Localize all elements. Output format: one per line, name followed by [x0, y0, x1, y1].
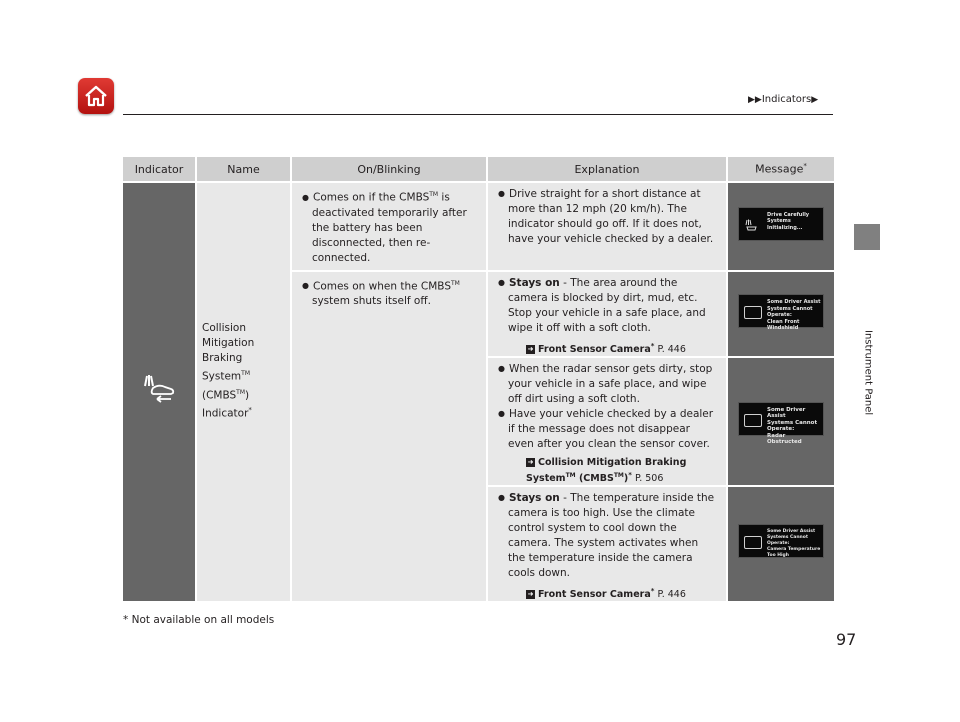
breadcrumb-arrows: ▶▶ [748, 95, 762, 105]
explanation-text: ● Have your vehicle checked by a dealer if the message does not disappear even after you clean the sensor cover. [488, 407, 726, 456]
indicator-name-cell [197, 183, 292, 603]
cmbs-message-icon [744, 219, 760, 230]
header-message: Message* [728, 157, 834, 183]
on-blinking-cell [292, 272, 488, 603]
section-tab[interactable] [854, 224, 880, 250]
message-text: Some Driver Assist Systems Cannot Operate: Camera Temperature Too High [767, 529, 821, 559]
breadcrumb-link[interactable]: Indicators [761, 94, 812, 105]
message-text: Some Driver Assist Systems Cannot Operate: Clean Front Windshield [767, 299, 821, 332]
page-reference[interactable]: ➜ Collision Mitigation Braking System™ (CMBS™)* P. 506 [526, 456, 687, 484]
section-label: Instrument Panel [862, 330, 874, 416]
header-explanation: Explanation [488, 157, 728, 183]
windshield-message-icon [744, 306, 762, 319]
explanation-cell [488, 487, 728, 603]
message-screen [738, 524, 824, 558]
explanation-cell [488, 183, 728, 272]
header-rule [123, 114, 833, 115]
message-cell [728, 487, 834, 603]
page-number: 97 [836, 630, 857, 649]
explanation-cell [488, 358, 728, 487]
table-header-row [123, 157, 834, 183]
reference-arrow-icon: ➜ [527, 589, 534, 598]
radar-message-icon [744, 414, 762, 427]
explanation-cell [488, 272, 728, 358]
explanation-text: ● Stays on - The temperature inside the camera is too high. Use the climate control system to cool down the camera. The system activates when the temperature inside the camera cools down. [488, 487, 726, 585]
breadcrumb[interactable] [748, 94, 818, 105]
table-row [123, 183, 834, 272]
header-indicator: Indicator [123, 157, 197, 183]
reference-arrow-icon: ➜ [527, 344, 534, 353]
header-on-blinking: On/Blinking [292, 157, 488, 183]
message-text: Some Driver Assist Systems Cannot Operate: Radar Obstructed [767, 406, 818, 446]
message-text: Drive Carefully Systems Initializing... [767, 211, 810, 231]
reference-arrow-icon: ➜ [527, 457, 534, 466]
camera-message-icon [744, 536, 762, 549]
cmbs-indicator-icon [141, 374, 177, 404]
name-line: Collision [202, 322, 246, 334]
home-button[interactable] [78, 78, 114, 114]
footnote: * Not available on all models [123, 614, 275, 626]
name-line: (CMBS™) [202, 388, 250, 401]
explanation-text: ● Drive straight for a short distance at more than 12 mph (20 km/h). The indicator should go off. If it does not, have your vehicle checked by a dealer. [488, 183, 726, 251]
message-screen [738, 207, 824, 241]
on-blinking-text: ● Comes on when the CMBS™ system shuts itself off. [292, 272, 486, 314]
message-screen [738, 294, 824, 332]
page-reference[interactable]: ➜ Front Sensor Camera* P. 446 [527, 341, 686, 355]
explanation-text: ● When the radar sensor gets dirty, stop your vehicle in a safe place, and wipe off dirt using a soft cloth. [488, 358, 726, 407]
explanation-text: ● Stays on - The area around the camera is blocked by dirt, mud, etc. Stop your vehicle in a safe place, and wipe it off with a soft cloth. [488, 272, 726, 340]
header-name: Name [197, 157, 292, 183]
breadcrumb-end-arrow: ▶ [811, 95, 819, 105]
name-line: System™ [202, 370, 250, 383]
message-cell [728, 183, 834, 272]
on-blinking-text: ● Comes on if the CMBS™ is deactivated temporarily after the battery has been disconnected, then re-connected. [292, 183, 486, 270]
message-cell [728, 272, 834, 358]
indicator-table [123, 157, 834, 603]
name-line: Braking [202, 352, 243, 364]
name-line: Indicator* [202, 406, 252, 420]
indicator-cell [123, 183, 197, 603]
page-reference[interactable]: ➜ Front Sensor Camera* P. 446 [527, 586, 686, 600]
message-screen [738, 402, 824, 446]
on-blinking-cell [292, 183, 488, 272]
message-cell [728, 358, 834, 487]
name-line: Mitigation [202, 337, 255, 349]
home-icon [83, 83, 109, 109]
